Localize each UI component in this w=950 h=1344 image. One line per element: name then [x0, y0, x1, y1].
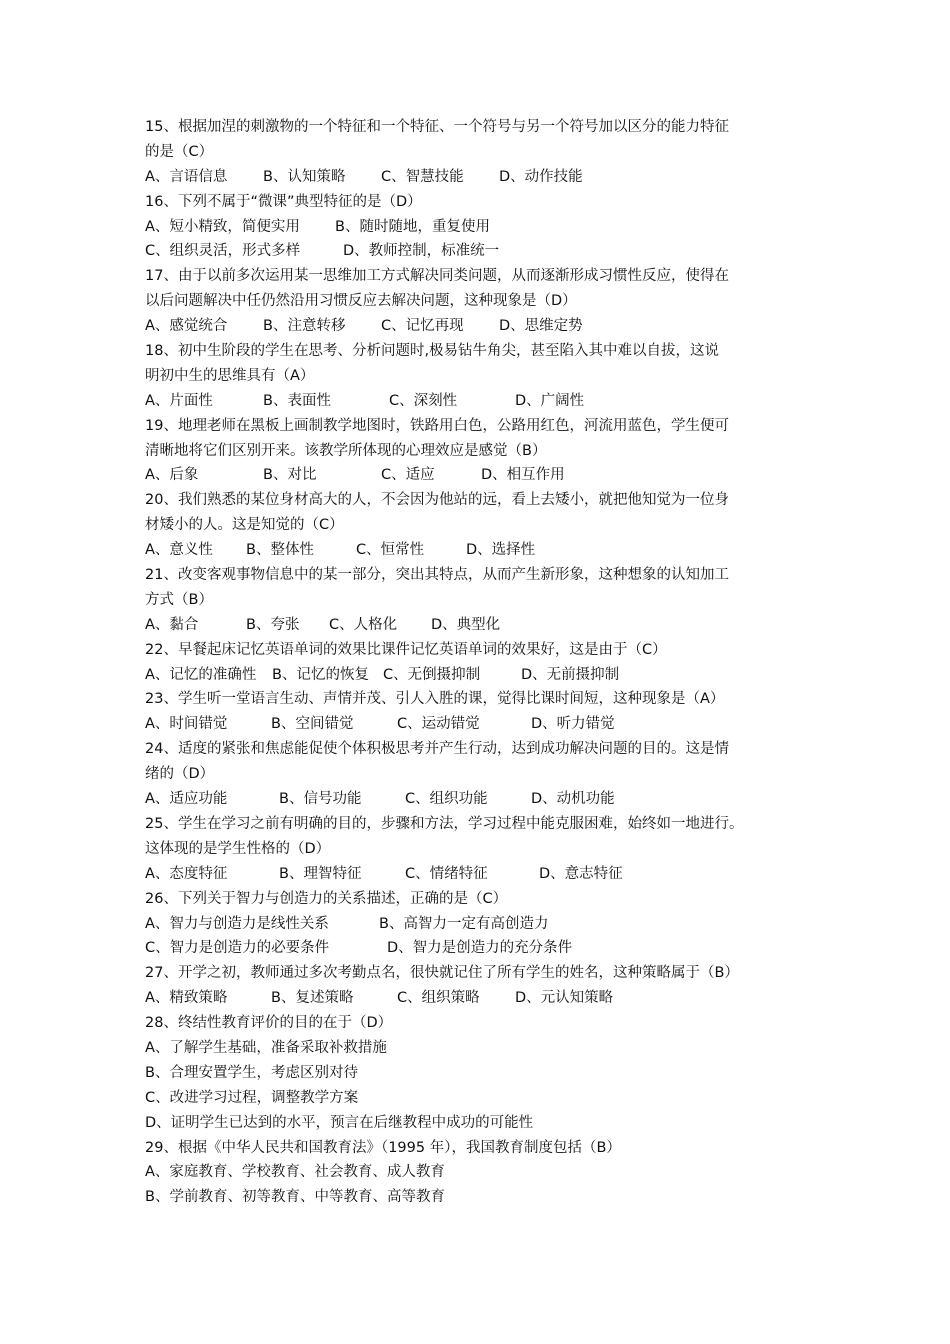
- text-line: D、证明学生已达到的水平，预言在后继教程中成功的可能性: [145, 1114, 534, 1131]
- text-line: 24、适度的紧张和焦虑能促使个体积极思考并产生行动，达到成功解决问题的目的。这是情: [145, 741, 729, 758]
- option-item: B、整体性: [246, 542, 314, 559]
- option-item: D、思维定势: [499, 318, 583, 335]
- option-item: C、运动错觉: [397, 716, 480, 733]
- option-item: D、动作技能: [499, 168, 583, 185]
- option-item: D、无前摄抑制: [521, 666, 620, 683]
- option-item: D、典型化: [431, 616, 501, 633]
- text-line: 这体现的是学生性格的（D）: [145, 840, 331, 857]
- text-line: 绪的（D）: [145, 766, 215, 783]
- option-item: A、片面性: [145, 392, 213, 409]
- document-page: [145, 115, 815, 1210]
- options-line: [145, 215, 815, 240]
- option-item: C、组织策略: [397, 990, 480, 1007]
- text-line: 15、根据加涅的刺激物的一个特征和一个特征、一个符号与另一个符号加以区分的能力特征: [145, 119, 729, 135]
- option-item: D、元认知策略: [515, 990, 614, 1007]
- options-line: [145, 787, 815, 812]
- options-line: [145, 712, 815, 737]
- option-item: C、情绪特征: [405, 865, 488, 882]
- text-line: 明初中生的思维具有（A）: [145, 367, 315, 384]
- option-item: C、恒常性: [356, 542, 425, 559]
- option-item: D、意志特征: [539, 865, 623, 882]
- text-line: A、了解学生基础，准备采取补救措施: [145, 1039, 387, 1056]
- option-item: C、组织灵活，形式多样: [145, 243, 301, 260]
- option-item: B、对比: [263, 467, 317, 484]
- option-item: B、注意转移: [263, 318, 346, 335]
- option-item: B、空间错觉: [271, 716, 354, 733]
- text-line: 17、由于以前多次运用某一思维加工方式解决同类问题，从而逐渐形成习惯性反应，使得在: [145, 268, 729, 285]
- text-line: 27、开学之初，教师通过多次考勤点名，很快就记住了所有学生的姓名，这种策略属于（B）: [145, 965, 739, 982]
- option-item: B、复述策略: [271, 990, 354, 1007]
- option-item: A、后象: [145, 467, 199, 484]
- options-line: [145, 239, 815, 264]
- option-item: A、记忆的准确性: [145, 666, 257, 683]
- text-line: 18、初中生阶段的学生在思考、分析问题时,极易钻牛角尖，甚至陷入其中难以自拔，这说: [145, 343, 720, 360]
- text-line: 以后问题解决中任仍然沿用习惯反应去解决问题，这种现象是（D）: [145, 293, 577, 310]
- text-line: 清晰地将它们区别开来。该教学所体现的心理效应是感觉（B）: [145, 442, 547, 459]
- option-item: A、感觉统合: [145, 318, 228, 335]
- options-line: [145, 314, 815, 339]
- option-item: B、理智特征: [279, 865, 362, 882]
- option-item: D、智力是创造力的充分条件: [387, 940, 573, 957]
- option-item: A、言语信息: [145, 168, 228, 185]
- option-item: D、相互作用: [481, 467, 565, 484]
- option-item: B、表面性: [263, 392, 331, 409]
- option-item: A、态度特征: [145, 865, 228, 882]
- text-line: 21、改变客观事物信息中的某一部分，突出其特点，从而产生新形象，这种想象的认知加工: [145, 567, 729, 584]
- options-line: [145, 613, 815, 638]
- text-line: A、家庭教育、学校教育、社会教育、成人教育: [145, 1164, 445, 1181]
- text-line: B、合理安置学生，考虑区别对待: [145, 1064, 358, 1081]
- option-item: C、记忆再现: [381, 318, 464, 335]
- option-item: C、组织功能: [405, 791, 488, 808]
- option-item: B、随时随地，重复使用: [335, 218, 490, 235]
- option-item: B、信号功能: [279, 791, 362, 808]
- text-line: 20、我们熟悉的某位身材高大的人，不会因为他站的远，看上去矮小，就把他知觉为一位身: [145, 492, 729, 509]
- text-line: 材矮小的人。这是知觉的（C）: [145, 517, 344, 534]
- options-line: [145, 986, 815, 1011]
- option-item: B、记忆的恢复: [272, 666, 369, 683]
- option-item: C、智慧技能: [381, 168, 464, 185]
- option-item: A、智力与创造力是线性关系: [145, 915, 329, 932]
- option-item: B、认知策略: [263, 168, 346, 185]
- option-item: C、深刻性: [389, 392, 458, 409]
- option-item: D、听力错觉: [531, 716, 615, 733]
- option-item: C、无倒摄抑制: [383, 666, 481, 683]
- option-item: C、适应: [381, 467, 435, 484]
- options-line: [145, 165, 815, 190]
- option-item: D、教师控制，标准统一: [343, 243, 500, 260]
- option-item: A、短小精致，简便实用: [145, 218, 300, 235]
- option-item: D、选择性: [466, 542, 536, 559]
- text-line: 方式（B）: [145, 591, 213, 608]
- text-line: B、学前教育、初等教育、中等教育、高等教育: [145, 1189, 445, 1206]
- text-line: 28、终结性教育评价的目的在于（D）: [145, 1015, 393, 1032]
- text-line: 29、根据《中华人民共和国教育法》（1995 年），我国教育制度包括（B）: [145, 1139, 621, 1156]
- option-item: D、动机功能: [531, 791, 615, 808]
- text-line: 25、学生在学习之前有明确的目的，步骤和方法，学习过程中能克服困难，始终如一地进行。: [145, 815, 744, 832]
- option-item: A、适应功能: [145, 791, 228, 808]
- options-line: [145, 663, 815, 688]
- text-line: 22、早餐起床记忆英语单词的效果比课件记忆英语单词的效果好，这是由于（C）: [145, 641, 667, 658]
- options-line: [145, 912, 815, 937]
- options-line: [145, 862, 815, 887]
- option-item: A、黏合: [145, 616, 199, 633]
- options-line: [145, 389, 815, 414]
- text-line: 26、下列关于智力与创造力的关系描述，正确的是（C）: [145, 890, 508, 907]
- option-item: C、智力是创造力的必要条件: [145, 940, 330, 957]
- options-line: [145, 538, 815, 563]
- options-line: [145, 936, 815, 961]
- option-item: B、高智力一定有高创造力: [379, 915, 549, 932]
- text-line: 19、地理老师在黑板上画制教学地图时，铁路用白色，公路用红色，河流用蓝色，学生便可: [145, 417, 729, 434]
- text-line: 的是（C）: [145, 143, 214, 160]
- text-line: C、改进学习过程，调整教学方案: [145, 1089, 359, 1106]
- option-item: C、人格化: [329, 616, 398, 633]
- options-line: [145, 463, 815, 488]
- option-item: D、广阔性: [515, 392, 585, 409]
- text-line: 16、下列不属于“微课”典型特征的是（D）: [145, 193, 422, 210]
- option-item: A、时间错觉: [145, 716, 228, 733]
- option-item: A、意义性: [145, 542, 213, 559]
- text-line: 23、学生听一堂语言生动、声情并茂、引人入胜的课，觉得比课时间短，这种现象是（A）: [145, 691, 725, 708]
- option-item: A、精致策略: [145, 990, 228, 1007]
- option-item: B、夸张: [246, 616, 300, 633]
